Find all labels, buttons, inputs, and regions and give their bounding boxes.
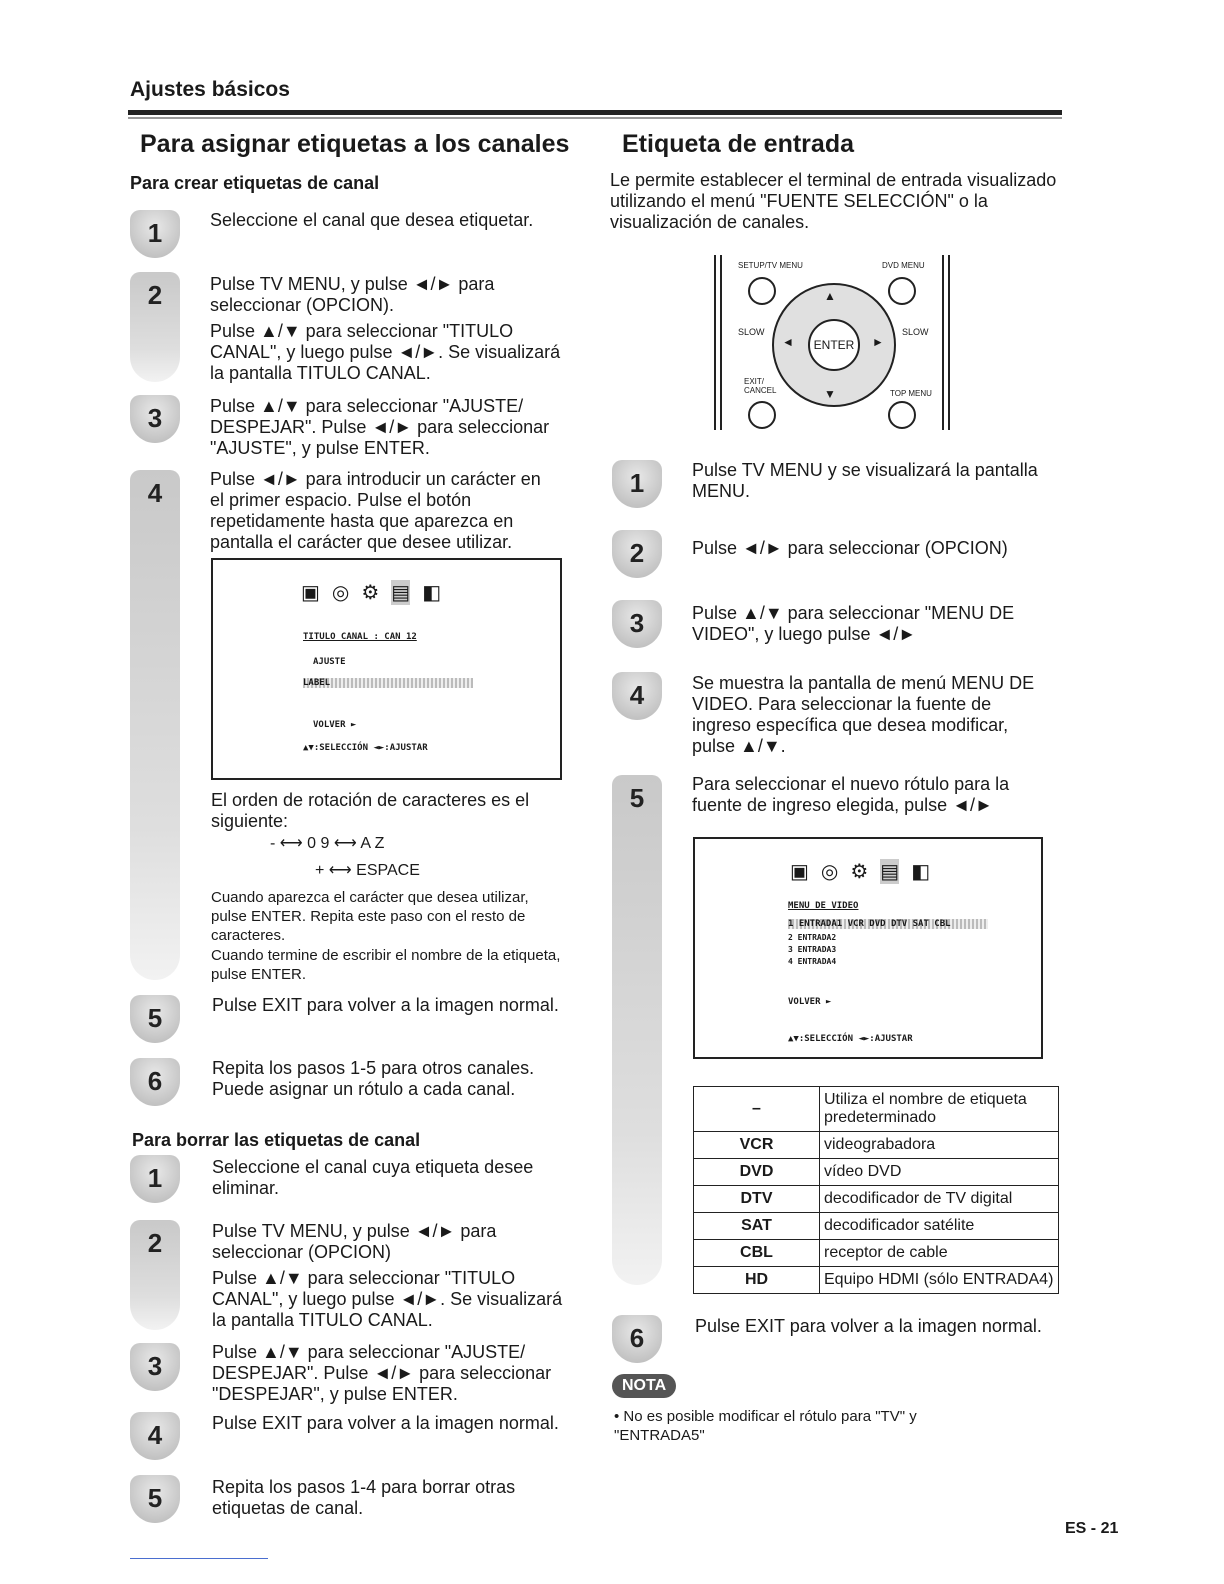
table-row bbox=[694, 1213, 1059, 1240]
left-title: Para asignar etiquetas a los canales bbox=[140, 130, 570, 158]
erase-step-badge-4: 4 bbox=[130, 1412, 180, 1460]
nota-badge bbox=[612, 1374, 676, 1398]
table-key: DVD bbox=[694, 1159, 820, 1186]
table-row bbox=[694, 1159, 1059, 1186]
osd-video-title: MENU DE VIDEO bbox=[788, 901, 859, 911]
step-badge-4: 4 bbox=[130, 470, 180, 980]
osd-row-entrada3: 3 ENTRADA3 bbox=[788, 945, 837, 954]
right-title: Etiqueta de entrada bbox=[622, 130, 854, 158]
table-value: videograbadora bbox=[820, 1132, 1059, 1159]
right-step1: Pulse TV MENU y se visualizará la pantalla MENU. bbox=[692, 460, 1038, 501]
section-label: Ajustes básicos bbox=[130, 78, 290, 101]
erase-step-badge-2: 2 bbox=[130, 1220, 180, 1330]
slow-left-label: SLOW bbox=[738, 327, 765, 337]
remote-dvd-label: DVD MENU bbox=[882, 261, 925, 270]
right-step-badge-2: 2 bbox=[612, 530, 662, 578]
create-step1: Seleccione el canal que desea etiquetar. bbox=[210, 210, 534, 230]
step-badge-3: 3 bbox=[130, 395, 180, 443]
osd-icon-row-2 bbox=[790, 859, 930, 884]
rotation-line-a: - ⟷ 0 9 ⟷ A Z bbox=[270, 835, 385, 852]
top-menu-button[interactable] bbox=[888, 401, 916, 429]
power-icon: ⚙ bbox=[850, 861, 869, 883]
left-arrow-icon[interactable]: ◄ bbox=[782, 335, 794, 349]
create-step2a: Pulse TV MENU, y pulse ◄/► para seleccionar (OPCION). bbox=[210, 274, 495, 315]
osd-line-footer: ▲▼:SELECCIÓN ◄►:AJUSTAR bbox=[303, 743, 428, 753]
create-note1: Cuando aparezca el carácter que desea utilizar, pulse ENTER. Repita este paso con el resto de caracteres. bbox=[211, 889, 529, 944]
osd-line-volver: VOLVER ► bbox=[313, 720, 357, 730]
right-step-badge-4: 4 bbox=[612, 672, 662, 720]
nota-label: NOTA bbox=[622, 1377, 667, 1394]
create-step4: Pulse ◄/► para introducir un carácter en el primer espacio. Pulse el botón repetidamente hasta que aparezca en pantalla el carácter que desee utilizar. bbox=[210, 469, 541, 552]
remote-control-illustration bbox=[714, 255, 950, 430]
right-step-badge-6: 6 bbox=[612, 1315, 662, 1363]
setup-icon: ◧ bbox=[422, 582, 442, 604]
create-step2b: Pulse ▲/▼ para seleccionar "TITULO CANAL", y luego pulse ◄/►. Se visualizará la pantalla TITULO CANAL. bbox=[210, 321, 561, 383]
create-step6: Repita los pasos 1-5 para otros canales. Puede asignar un rótulo a cada canal. bbox=[212, 1058, 535, 1099]
option-icon: ▤ bbox=[391, 582, 411, 604]
osd-line-ajuste: AJUSTE bbox=[313, 657, 346, 667]
table-key: DTV bbox=[694, 1186, 820, 1213]
right-step2: Pulse ◄/► para seleccionar (OPCION) bbox=[692, 538, 1008, 558]
remote-setup-label: SETUP/TV MENU bbox=[738, 261, 803, 270]
enter-button[interactable]: ENTER bbox=[808, 319, 860, 371]
right-step3: Pulse ▲/▼ para seleccionar "MENU DE VIDEO", y luego pulse ◄/► bbox=[692, 603, 1015, 644]
osd-row-entrada1: 1 ENTRADA1 VCR DVD DTV SAT CBL bbox=[788, 919, 988, 929]
option-icon: ▤ bbox=[880, 861, 900, 883]
create-step3: Pulse ▲/▼ para seleccionar "AJUSTE/ DESPEJAR". Pulse ◄/► para seleccionar "AJUSTE", y pulse ENTER. bbox=[210, 396, 550, 458]
erase-step1: Seleccione el canal cuya etiqueta desee eliminar. bbox=[212, 1157, 534, 1198]
setup-icon: ◧ bbox=[911, 861, 931, 883]
osd-icon-row bbox=[301, 580, 441, 605]
erase-step2b: Pulse ▲/▼ para seleccionar "TITULO CANAL", y luego pulse ◄/►. Se visualizará la pantalla TITULO CANAL. bbox=[212, 1268, 563, 1330]
step-badge-6: 6 bbox=[130, 1058, 180, 1106]
create-note2: Cuando termine de escribir el nombre de la etiqueta, pulse ENTER. bbox=[211, 947, 561, 983]
osd-video-volver: VOLVER ► bbox=[788, 997, 832, 1007]
step-badge-1: 1 bbox=[130, 210, 180, 258]
dvd-menu-button[interactable] bbox=[888, 277, 916, 305]
header-rule-thin bbox=[128, 117, 1062, 119]
setup-button[interactable] bbox=[748, 277, 776, 305]
create-heading: Para crear etiquetas de canal bbox=[130, 173, 380, 193]
erase-step2a: Pulse TV MENU, y pulse ◄/► para seleccionar (OPCION) bbox=[212, 1221, 497, 1262]
audio-icon: ◎ bbox=[820, 861, 839, 883]
right-intro: Le permite establecer el terminal de entrada visualizado utilizando el menú "FUENTE SELECCIÓN" o la visualización de canales. bbox=[610, 170, 1057, 232]
step-badge-5: 5 bbox=[130, 995, 180, 1043]
picture-icon: ▣ bbox=[790, 861, 809, 883]
table-row bbox=[694, 1240, 1059, 1267]
right-step-badge-1: 1 bbox=[612, 460, 662, 508]
table-row bbox=[694, 1186, 1059, 1213]
footer-line bbox=[130, 1558, 268, 1559]
table-value: receptor de cable bbox=[820, 1240, 1059, 1267]
power-icon: ⚙ bbox=[361, 582, 380, 604]
erase-step4: Pulse EXIT para volver a la imagen normal. bbox=[212, 1413, 559, 1433]
osd-video-footer: ▲▼:SELECCIÓN ◄►:AJUSTAR bbox=[788, 1034, 913, 1044]
erase-step-badge-1: 1 bbox=[130, 1155, 180, 1203]
table-key: CBL bbox=[694, 1240, 820, 1267]
down-arrow-icon[interactable]: ▼ bbox=[824, 387, 836, 401]
picture-icon: ▣ bbox=[301, 582, 320, 604]
table-key: HD bbox=[694, 1267, 820, 1294]
exit-button[interactable] bbox=[748, 401, 776, 429]
table-key: – bbox=[694, 1087, 820, 1132]
exit-cancel-label: EXIT/ CANCEL bbox=[744, 377, 777, 395]
table-value: vídeo DVD bbox=[820, 1159, 1059, 1186]
nota-text: • No es posible modificar el rótulo para "TV" y "ENTRADA5" bbox=[614, 1408, 917, 1444]
rotation-line-b: + ⟷ ESPACE bbox=[315, 862, 420, 879]
menu-de-video-screen bbox=[693, 837, 1043, 1059]
right-step6: Pulse EXIT para volver a la imagen normal. bbox=[695, 1316, 1042, 1336]
table-row bbox=[694, 1132, 1059, 1159]
right-step4: Se muestra la pantalla de menú MENU DE VIDEO. Para seleccionar la fuente de ingreso específica que desea modificar, pulse ▲/▼. bbox=[692, 673, 1035, 756]
label-table bbox=[693, 1086, 1059, 1294]
erase-step5: Repita los pasos 1-4 para borrar otras etiquetas de canal. bbox=[212, 1477, 516, 1518]
erase-heading: Para borrar las etiquetas de canal bbox=[132, 1130, 421, 1150]
table-key: VCR bbox=[694, 1132, 820, 1159]
osd-row-entrada2: 2 ENTRADA2 bbox=[788, 933, 837, 942]
header-rule bbox=[128, 110, 1062, 115]
table-key: SAT bbox=[694, 1213, 820, 1240]
right-step-badge-5: 5 bbox=[612, 775, 662, 1285]
right-step5: Para seleccionar el nuevo rótulo para la fuente de ingreso elegida, pulse ◄/► bbox=[692, 774, 1010, 815]
create-step5: Pulse EXIT para volver a la imagen normal. bbox=[212, 995, 559, 1015]
osd-row-entrada4: 4 ENTRADA4 bbox=[788, 957, 837, 966]
right-arrow-icon[interactable]: ► bbox=[872, 335, 884, 349]
page-number: ES - 21 bbox=[1065, 1520, 1119, 1537]
table-value: decodificador satélite bbox=[820, 1213, 1059, 1240]
audio-icon: ◎ bbox=[331, 582, 350, 604]
table-row bbox=[694, 1087, 1059, 1132]
rotation-intro: El orden de rotación de caracteres es el siguiente: bbox=[211, 790, 530, 831]
osd-line-label: LABEL bbox=[303, 678, 473, 688]
table-value: Equipo HDMI (sólo ENTRADA4) bbox=[820, 1267, 1059, 1294]
titulo-canal-screen bbox=[211, 558, 562, 780]
right-step-badge-3: 3 bbox=[612, 600, 662, 648]
top-menu-label: TOP MENU bbox=[890, 389, 932, 398]
erase-step-badge-3: 3 bbox=[130, 1343, 180, 1391]
slow-right-label: SLOW bbox=[902, 327, 929, 337]
erase-step3: Pulse ▲/▼ para seleccionar "AJUSTE/ DESPEJAR". Pulse ◄/► para seleccionar "DESPEJAR", y pulse ENTER. bbox=[212, 1342, 552, 1404]
up-arrow-icon[interactable]: ▲ bbox=[824, 289, 836, 303]
table-value: decodificador de TV digital bbox=[820, 1186, 1059, 1213]
osd-line-title: TITULO CANAL : CAN 12 bbox=[303, 632, 417, 642]
table-value: Utiliza el nombre de etiqueta predeterminado bbox=[820, 1087, 1059, 1132]
erase-step-badge-5: 5 bbox=[130, 1475, 180, 1523]
table-row bbox=[694, 1267, 1059, 1294]
step-badge-2: 2 bbox=[130, 272, 180, 382]
